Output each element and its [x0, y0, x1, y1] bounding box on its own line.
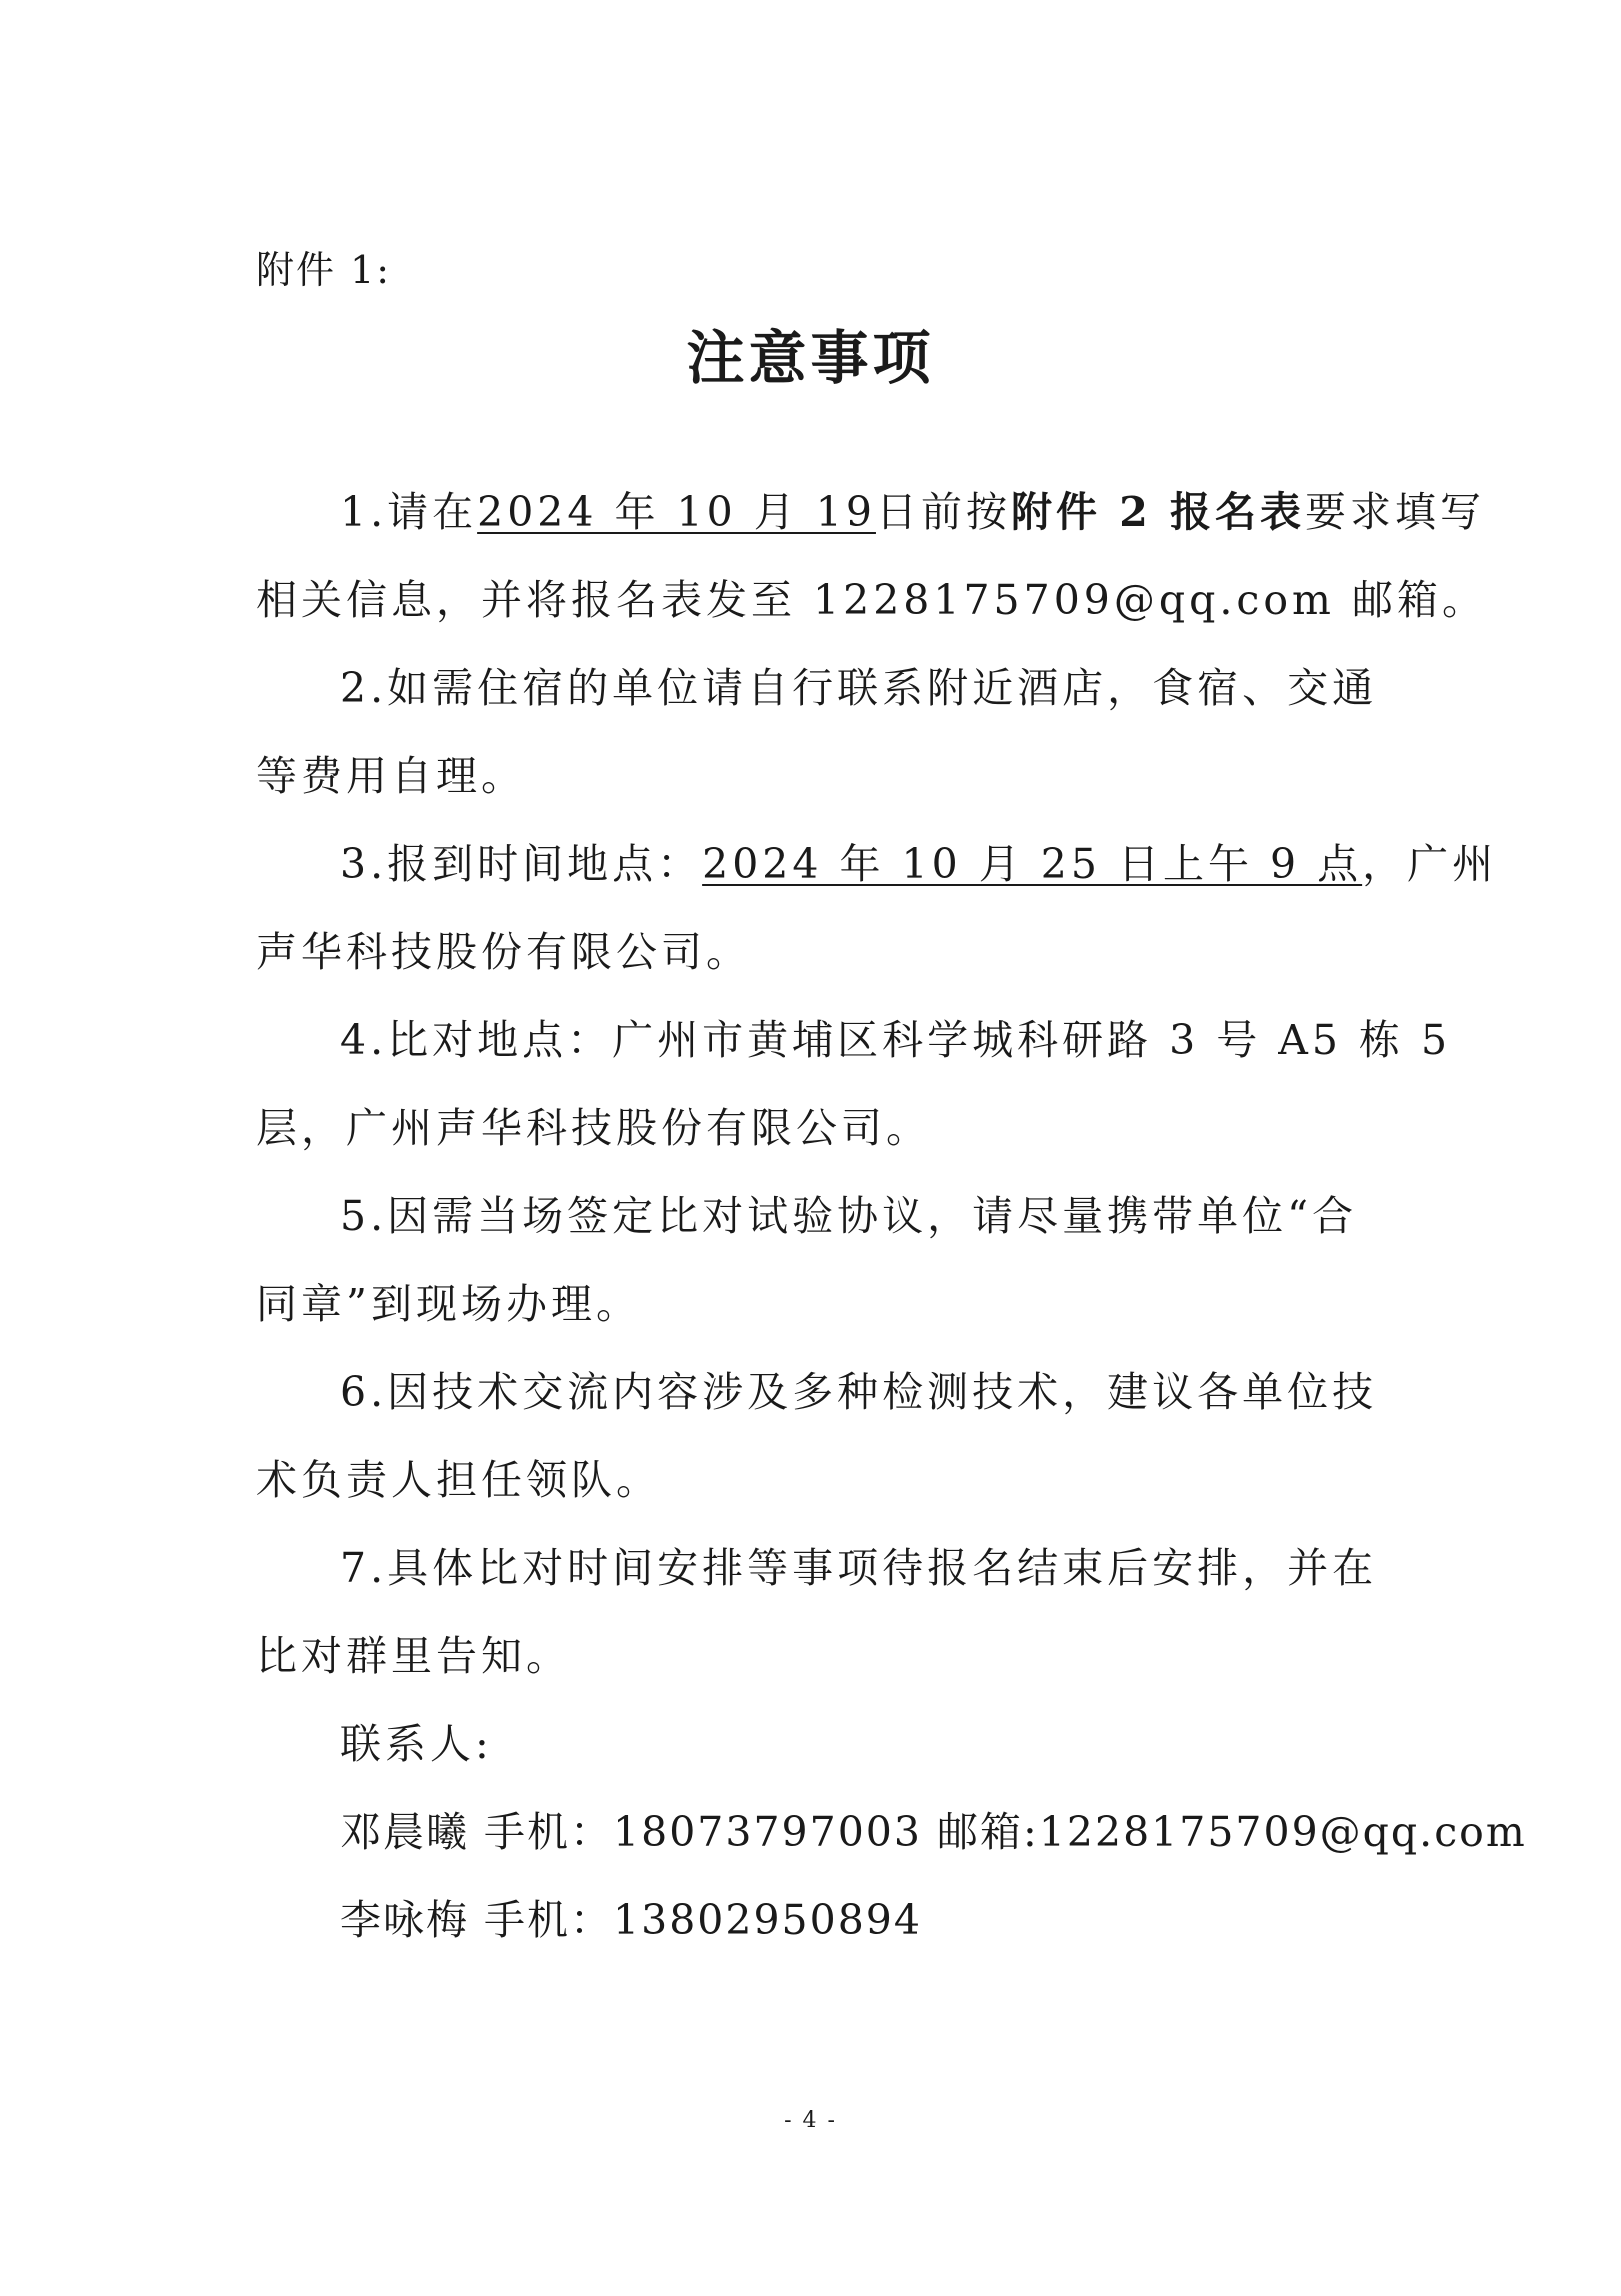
item-4-line-2: 层，广州声华科技股份有限公司。: [256, 1104, 931, 1152]
item-3-suffix: ，广州: [1362, 840, 1498, 888]
item-5-line-2: 同章”到现场办理。: [256, 1280, 641, 1328]
item-1-mid: 日前按: [875, 488, 1011, 536]
item-3-line-2: 声华科技股份有限公司。: [256, 928, 751, 976]
item-2-line-1: 2.如需住宿的单位请自行联系附近酒店，食宿、交通: [340, 664, 1378, 712]
item-1-line-1: [340, 482, 1485, 542]
contact-person-2: 李咏梅 手机：13802950894: [340, 1896, 922, 1944]
item-7-line-2: 比对群里告知。: [256, 1632, 571, 1680]
page-number: - 4 -: [784, 2108, 837, 2133]
item-7-line-1: 7.具体比对时间安排等事项待报名结束后安排，并在: [340, 1544, 1378, 1592]
item-1-bold-ref: 附件 2 报名表: [1010, 488, 1306, 536]
item-3-prefix: 3.报到时间地点：: [340, 840, 703, 888]
item-1-line-2: 相关信息，并将报名表发至 1228175709@qq.com 邮箱。: [256, 576, 1487, 624]
item-4-line-1: 4.比对地点：广州市黄埔区科学城科研路 3 号 A5 栋 5: [340, 1016, 1452, 1064]
item-1-prefix: 1.请在: [340, 488, 478, 536]
item-1-date: 2024 年 10 月 19: [477, 488, 876, 536]
item-6-line-2: 术负责人担任领队。: [256, 1456, 661, 1504]
item-3-time: 2024 年 10 月 25 日上午 9 点: [702, 840, 1363, 888]
item-2-line-2: 等费用自理。: [256, 752, 526, 800]
annex-label: 附件 1:: [256, 248, 392, 292]
contact-label: 联系人:: [340, 1720, 493, 1768]
item-5-line-1: 5.因需当场签定比对试验协议，请尽量携带单位“合: [340, 1192, 1358, 1240]
contact-person-1: 邓晨曦 手机：18073797003 邮箱:1228175709@qq.com: [340, 1808, 1527, 1856]
item-1-suffix: 要求填写: [1305, 488, 1486, 536]
item-6-line-1: 6.因技术交流内容涉及多种检测技术，建议各单位技: [340, 1368, 1378, 1416]
item-3-line-1: [340, 834, 1497, 894]
page-title: 注意事项: [686, 324, 935, 392]
